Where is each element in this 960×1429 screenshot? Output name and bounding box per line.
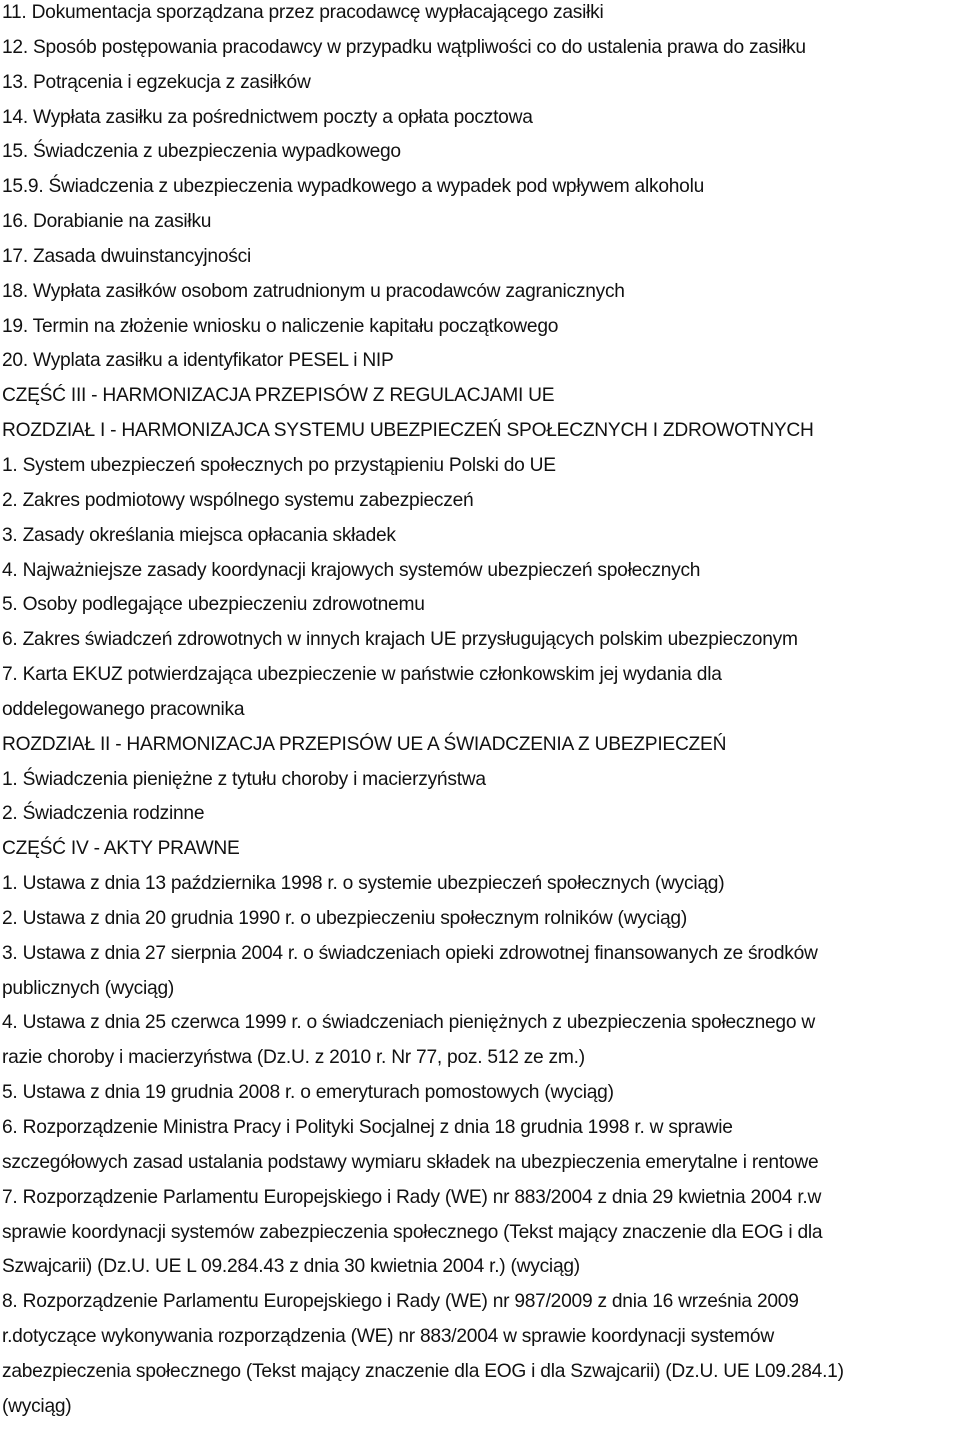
toc-line: 7. Rozporządzenie Parlamentu Europejskiego i Rady (WE) nr 883/2004 z dnia 29 kwietnia 2004 r.w bbox=[2, 1186, 822, 1208]
toc-line: 17. Zasada dwuinstancyjności bbox=[2, 245, 251, 267]
toc-line: oddelegowanego pracownika bbox=[2, 698, 245, 720]
part-heading: CZĘŚĆ IV - AKTY PRAWNE bbox=[2, 838, 240, 860]
toc-line: 4. Najważniejsze zasady koordynacji krajowych systemów ubezpieczeń społecznych bbox=[2, 559, 701, 581]
toc-line: 13. Potrącenia i egzekucja z zasiłków bbox=[2, 71, 311, 93]
toc-line: zabezpieczenia społecznego (Tekst mający znaczenie dla EOG i dla Szwajcarii) (Dz.U. UE L09.284.1) bbox=[2, 1360, 844, 1382]
toc-line: 4. Ustawa z dnia 25 czerwca 1999 r. o świadczeniach pieniężnych z ubezpieczenia społecznego w bbox=[2, 1012, 815, 1034]
toc-line: publicznych (wyciąg) bbox=[2, 977, 175, 999]
toc-line: r.dotyczące wykonywania rozporządzenia (WE) nr 883/2004 w sprawie koordynacji systemów bbox=[2, 1326, 774, 1348]
toc-line: 5. Osoby podlegające ubezpieczeniu zdrowotnemu bbox=[2, 594, 425, 616]
toc-line: 6. Rozporządzenie Ministra Pracy i Polityki Socjalnej z dnia 18 grudnia 1998 r. w sprawie bbox=[2, 1117, 733, 1138]
toc-line: 2. Ustawa z dnia 20 grudnia 1990 r. o ubezpieczeniu społecznym rolników (wyciąg) bbox=[2, 907, 687, 929]
chapter-heading: ROZDZIAŁ II - HARMONIZACJA PRZEPISÓW UE A ŚWIADCZENIA Z UBEZPIECZEŃ bbox=[2, 733, 727, 755]
toc-line: 16. Dorabianie na zasiłku bbox=[2, 211, 212, 233]
toc-line: 3. Ustawa z dnia 27 sierpnia 2004 r. o świadczeniach opieki zdrowotnej finansowanych ze środków bbox=[2, 942, 818, 964]
toc-line: 2. Zakres podmiotowy wspólnego systemu zabezpieczeń bbox=[2, 489, 474, 511]
toc-line: 12. Sposób postępowania pracodawcy w przypadku wątpliwości co do ustalenia prawa do zasiłku bbox=[2, 36, 806, 58]
toc-line: szczegółowych zasad ustalania podstawy wymiaru składek na ubezpieczenia emerytalne i rentowe bbox=[2, 1151, 819, 1173]
toc-line: 6. Zakres świadczeń zdrowotnych w innych krajach UE przysługujących polskim ubezpieczonym bbox=[2, 629, 798, 651]
toc-line: 7. Karta EKUZ potwierdzająca ubezpieczenie w państwie członkowskim jej wydania dla bbox=[2, 664, 722, 686]
chapter-heading: ROZDZIAŁ I - HARMONIZAJCA SYSTEMU UBEZPIECZEŃ SPOŁECZNYCH I ZDROWOTNYCH bbox=[2, 420, 814, 442]
toc-line: 1. System ubezpieczeń społecznych po przystąpieniu Polski do UE bbox=[2, 454, 556, 476]
toc-line: 15.9. Świadczenia z ubezpieczenia wypadkowego a wypadek pod wpływem alkoholu bbox=[2, 176, 705, 198]
toc-line: 20. Wyplata zasiłku a identyfikator PESEL i NIP bbox=[2, 350, 394, 372]
toc-line: 5. Ustawa z dnia 19 grudnia 2008 r. o emeryturach pomostowych (wyciąg) bbox=[2, 1082, 614, 1104]
toc-line: Szwajcarii) (Dz.U. UE L 09.284.43 z dnia 30 kwietnia 2004 r.) (wyciąg) bbox=[2, 1256, 580, 1278]
toc-line: 11. Dokumentacja sporządzana przez pracodawcę wypłacającego zasiłki bbox=[2, 2, 604, 23]
toc-line: razie choroby i macierzyństwa (Dz.U. z 2010 r. Nr 77, poz. 512 ze zm.) bbox=[2, 1047, 585, 1069]
toc-line: 3. Zasady określania miejsca opłacania składek bbox=[2, 524, 396, 546]
toc-line: 15. Świadczenia z ubezpieczenia wypadkowego bbox=[2, 141, 401, 163]
toc-line: (wyciąg) bbox=[2, 1395, 72, 1417]
toc-line: sprawie koordynacji systemów zabezpieczenia społecznego (Tekst mający znaczenie dla EOG i dla bbox=[2, 1221, 823, 1243]
document-text bbox=[2, 0, 958, 1429]
toc-line: 1. Ustawa z dnia 13 października 1998 r. o systemie ubezpieczeń społecznych (wyciąg) bbox=[2, 873, 725, 895]
part-heading: CZĘŚĆ III - HARMONIZACJA PRZEPISÓW Z REGULACJAMI UE bbox=[2, 385, 555, 407]
toc-line: 19. Termin na złożenie wniosku o naliczenie kapitału początkowego bbox=[2, 315, 559, 337]
toc-line: 8. Rozporządzenie Parlamentu Europejskiego i Rady (WE) nr 987/2009 z dnia 16 września 2009 bbox=[2, 1291, 799, 1313]
toc-line: 14. Wypłata zasiłku za pośrednictwem poczty a opłata pocztowa bbox=[2, 106, 533, 128]
toc-line: 1. Świadczenia pieniężne z tytułu choroby i macierzyństwa bbox=[2, 768, 486, 790]
toc-line: 2. Świadczenia rodzinne bbox=[2, 803, 205, 825]
toc-line: 18. Wypłata zasiłków osobom zatrudnionym u pracodawców zagranicznych bbox=[2, 280, 625, 302]
